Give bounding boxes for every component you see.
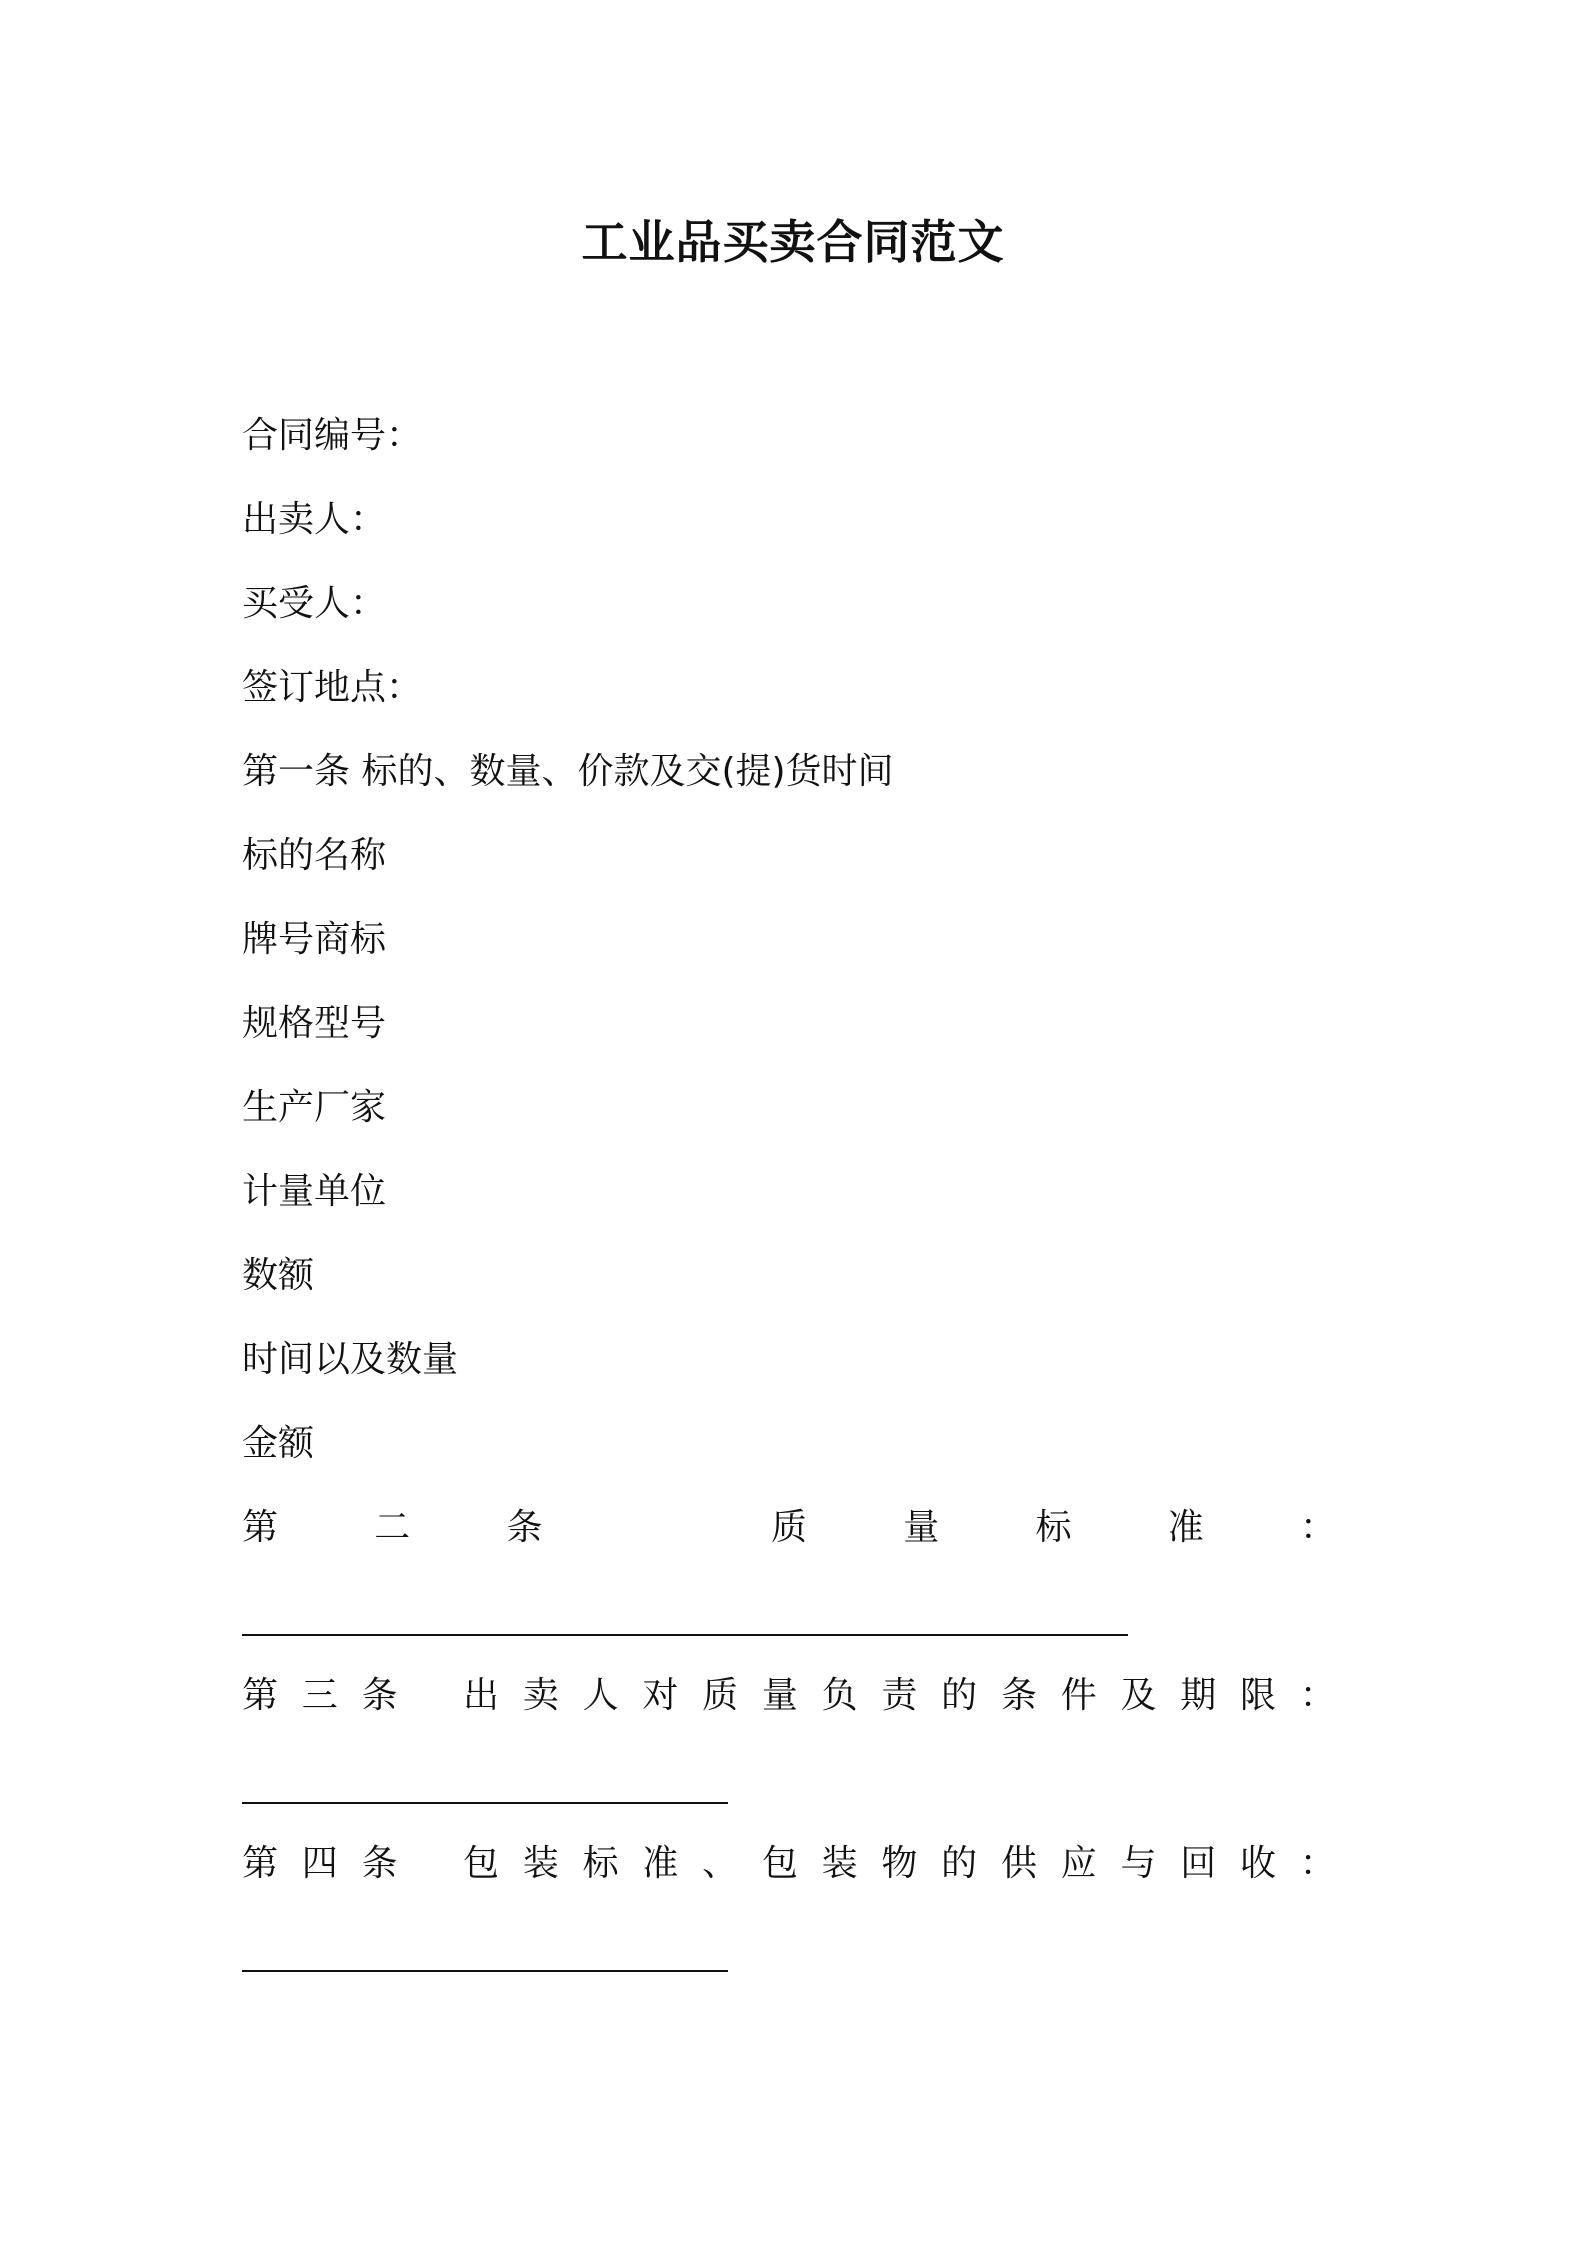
article-4-char: 准	[642, 1843, 679, 1884]
article-3-char: 卖	[522, 1675, 559, 1716]
item-amount: 金额	[242, 1423, 315, 1464]
article-3-char: ：	[1299, 1675, 1336, 1716]
item-subject-name: 标的名称	[242, 835, 387, 876]
article-2-char: 量	[903, 1507, 940, 1548]
item-specification-model: 规格型号	[242, 1003, 387, 1044]
article-2-char: ：	[1299, 1507, 1336, 1548]
item-unit-of-measure: 计量单位	[242, 1171, 387, 1212]
article-2-heading	[242, 1504, 1336, 1552]
article-2-char: 标	[1035, 1507, 1072, 1548]
signing-place-label: 签订地点：	[242, 667, 423, 708]
article-3-char: 人	[582, 1675, 619, 1716]
contract-number-label: 合同编号：	[242, 415, 423, 456]
article-3-char: 限	[1240, 1675, 1277, 1716]
seller-label: 出卖人：	[242, 499, 387, 540]
article-4-char: 第	[242, 1843, 279, 1884]
article-4-char: 物	[881, 1843, 918, 1884]
article-3-char: 件	[1060, 1675, 1097, 1716]
article-4-heading	[242, 1840, 1336, 1888]
article-3-char: 条	[361, 1675, 398, 1716]
article-1-heading: 第一条 标的、数量、价款及交(提)货时间	[242, 751, 894, 792]
article-3-char: 量	[761, 1675, 798, 1716]
article-4-char: 包	[463, 1843, 500, 1884]
article-4-char	[421, 1840, 439, 1888]
article-4-char: 回	[1180, 1843, 1217, 1884]
article-3-char	[421, 1672, 439, 1720]
article-4-char: 装	[522, 1843, 559, 1884]
article-2-char: 条	[506, 1507, 543, 1548]
article-4-char: ：	[1299, 1843, 1336, 1884]
article-2-blank-line	[242, 1634, 1128, 1636]
document-title: 工业品买卖合同范文	[581, 215, 1005, 269]
article-4-char: 的	[941, 1843, 978, 1884]
article-4-char: 装	[821, 1843, 858, 1884]
article-3-char: 对	[642, 1675, 679, 1716]
buyer-label: 买受人：	[242, 583, 387, 624]
article-3-char: 及	[1120, 1675, 1157, 1716]
article-4-char: 应	[1060, 1843, 1097, 1884]
article-4-char: 标	[582, 1843, 619, 1884]
article-4-char: 供	[1000, 1843, 1037, 1884]
item-time-and-quantity: 时间以及数量	[242, 1339, 459, 1380]
article-4-char: 收	[1240, 1843, 1277, 1884]
article-3-char: 条	[1000, 1675, 1037, 1716]
article-3-char: 质	[702, 1675, 739, 1716]
article-3-char: 第	[242, 1675, 279, 1716]
article-4-char: 条	[361, 1843, 398, 1884]
article-3-char: 出	[463, 1675, 500, 1716]
article-2-char	[639, 1504, 675, 1552]
article-3-char: 期	[1180, 1675, 1217, 1716]
article-4-char: 四	[301, 1843, 338, 1884]
article-4-blank-line	[242, 1970, 728, 1972]
article-4-char: 包	[761, 1843, 798, 1884]
article-3-blank-line	[242, 1802, 728, 1804]
article-2-char: 二	[374, 1507, 411, 1548]
item-quantity: 数额	[242, 1255, 315, 1296]
item-brand-trademark: 牌号商标	[242, 919, 387, 960]
article-3-char: 责	[881, 1675, 918, 1716]
article-4-char: 、	[702, 1843, 739, 1884]
article-3-heading	[242, 1672, 1336, 1720]
article-2-char: 准	[1167, 1507, 1204, 1548]
article-3-char: 的	[941, 1675, 978, 1716]
article-4-char: 与	[1120, 1843, 1157, 1884]
item-manufacturer: 生产厂家	[242, 1087, 387, 1128]
article-2-char: 第	[242, 1507, 279, 1548]
article-3-char: 三	[301, 1675, 338, 1716]
article-2-char: 质	[770, 1507, 807, 1548]
article-3-char: 负	[821, 1675, 858, 1716]
